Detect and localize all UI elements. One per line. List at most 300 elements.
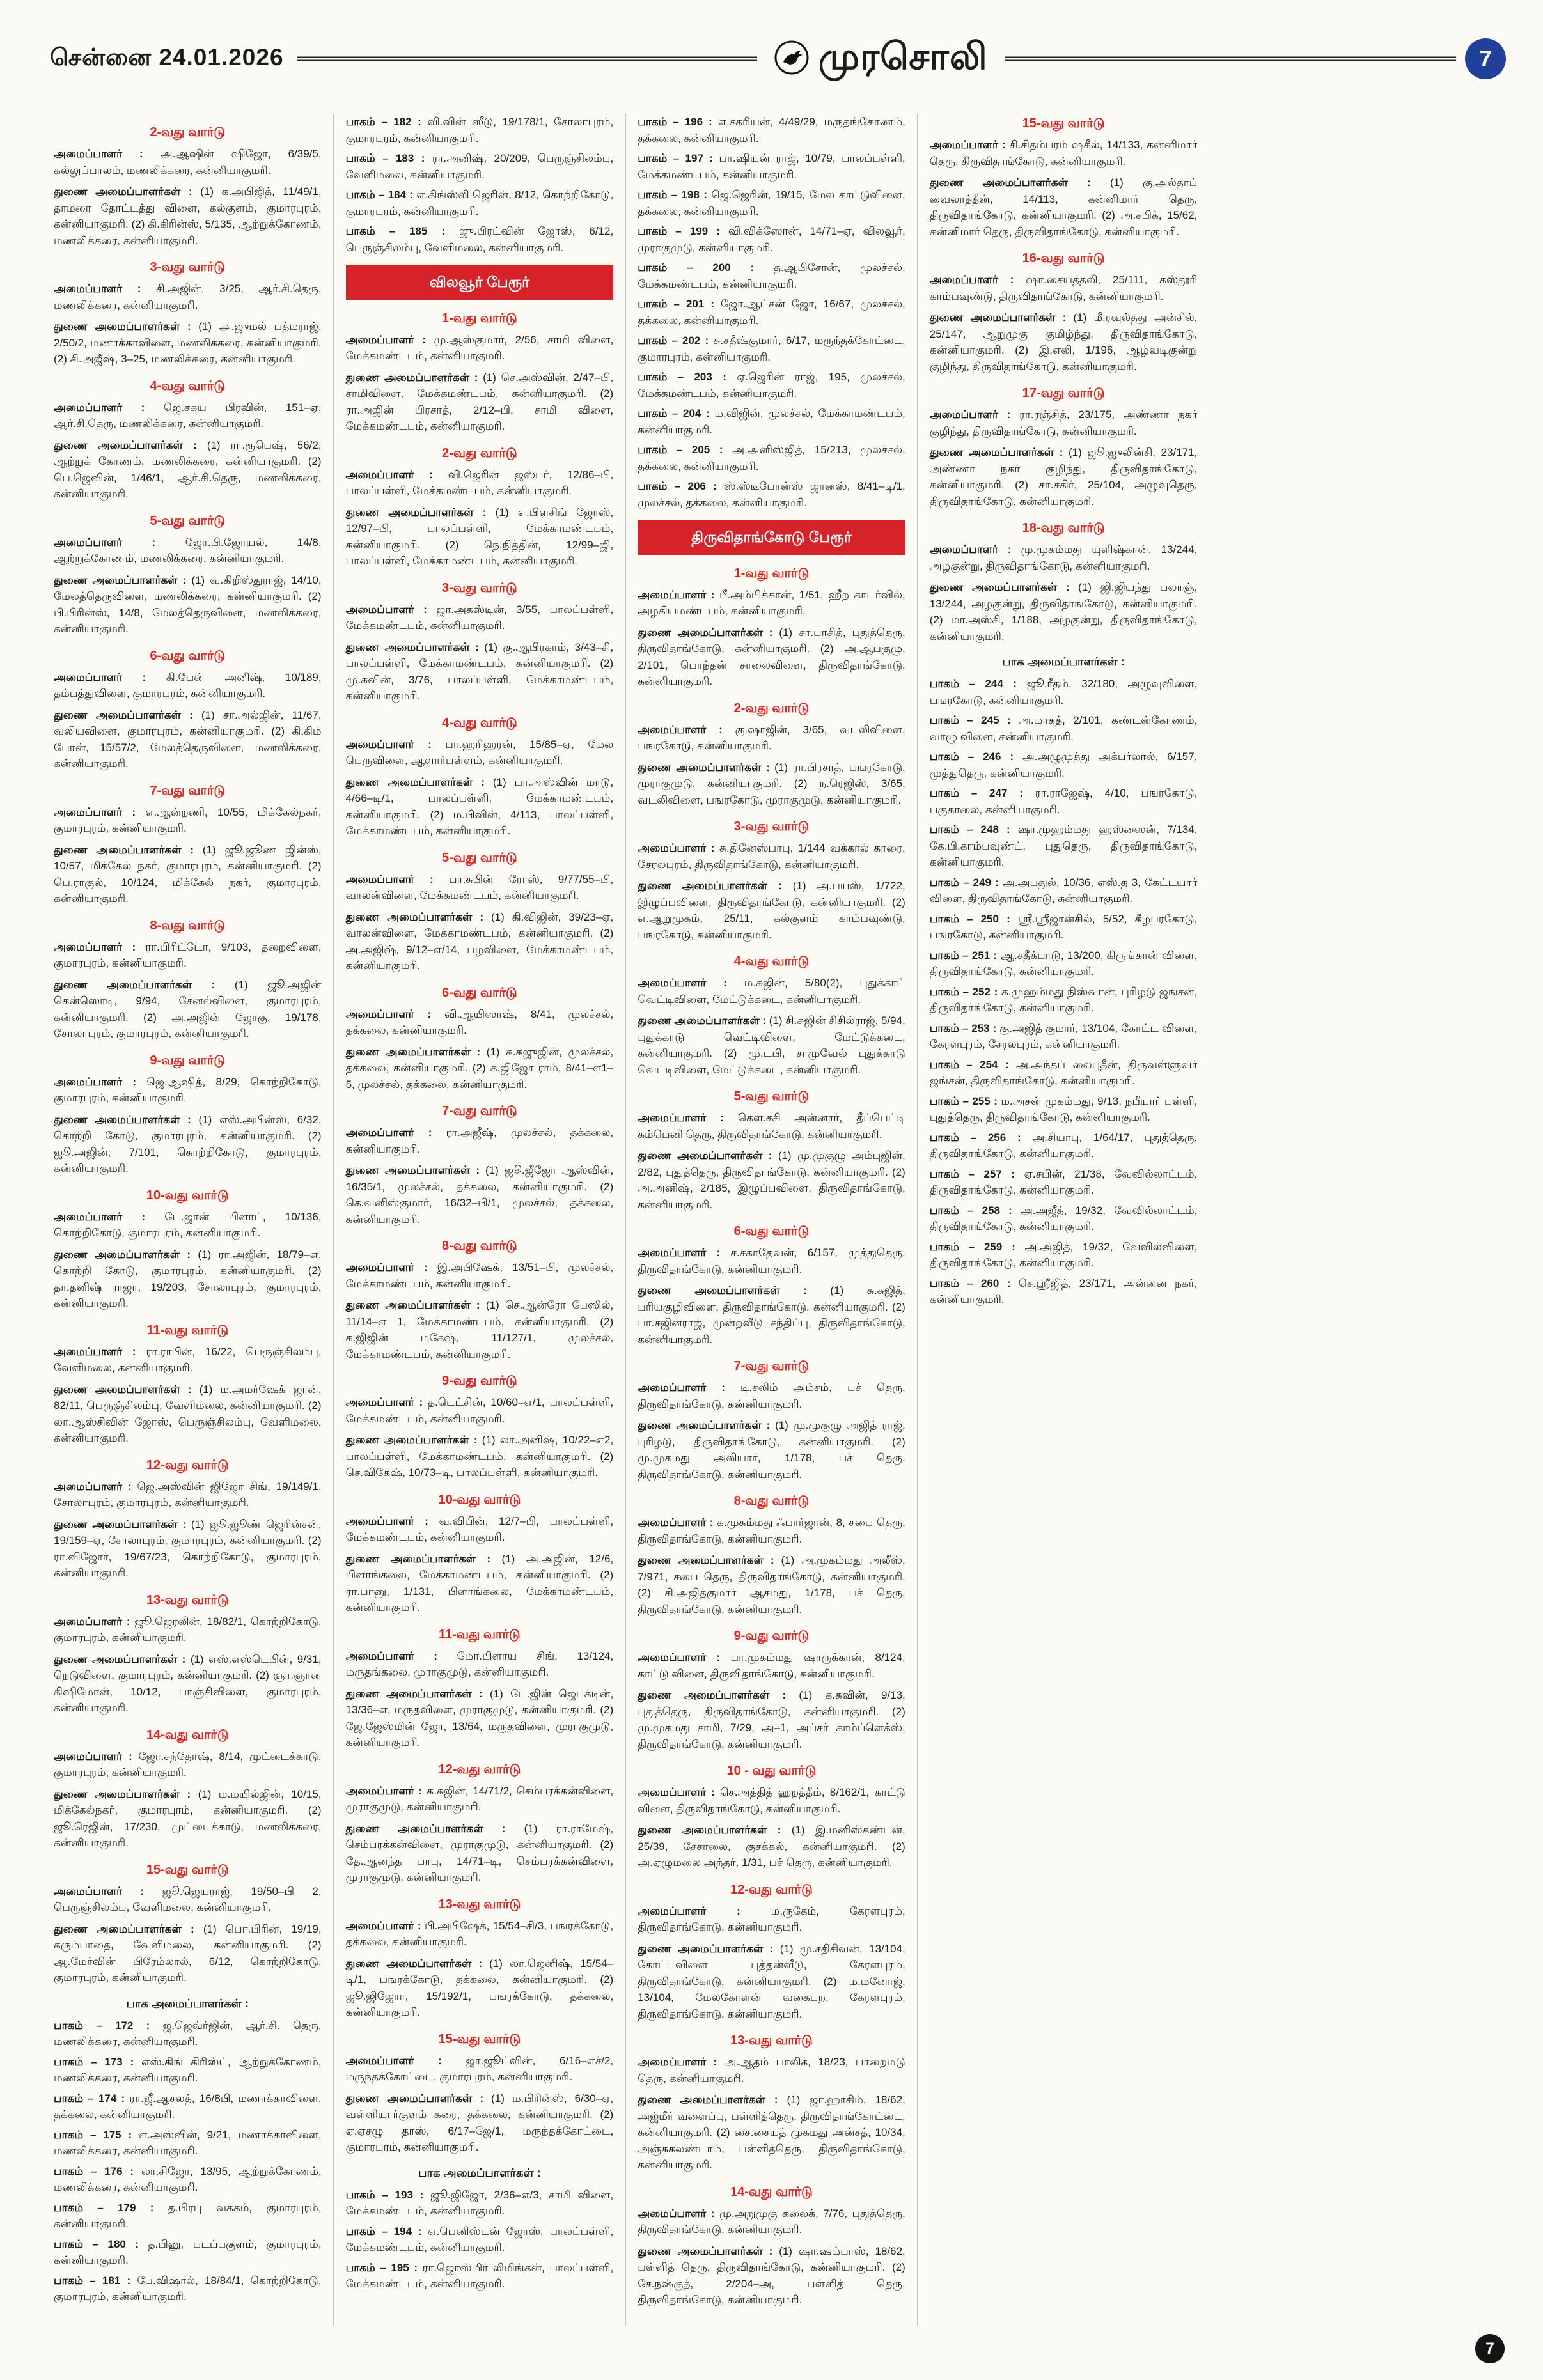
content-columns: [54, 114, 1489, 2326]
pagam-entry: பாகம் – 245 : அ.மாகத், 2/101, கண்டன்கோணம், வாழு விளை, கன்னியாகுமரி.: [929, 714, 1198, 743]
entry-label: அமைப்பாளர் :: [54, 1480, 137, 1493]
officer-entry: துணை அமைப்பாளர்கள் : (1) ஜூ.ஜீஜோ ஆஸ்வின், 16/35/1, முலச்சல், தக்கலை, கன்னியாகுமரி. (2) கெ.வனிஸ்குமார், 16/32–பி/1, முலச்சல், தக்கலை, கன்னியாகுமரி.: [345, 1164, 614, 1225]
entry-label: பாகம் – 200 :: [638, 261, 774, 274]
entry-label: அமைப்பாளர் :: [638, 1786, 721, 1798]
pagam-entry: பாகம் – 248 : ஷா.முஹம்மது ஹஸ்ஸைன், 7/134, கே.பி.காம்பவுண்ட், புதுதெரு, திருவிதாங்கோடு, கன்னியாகுமரி.: [929, 823, 1198, 868]
pagam-entry: பாகம் – 184 : எ.கிங்ஸ்லி ஜெரின், 8/12, கொற்றிகோடு, குமாரபுரம், கன்னியாகுமரி.: [345, 189, 614, 217]
officer-entry: துணை அமைப்பாளர்கள் : (1) கி.விஜின், 39/23–ஏ, வாலன்விளை, மேக்காமண்டபம், கன்னியாகுமரி. (2) அ.அஜிஷ், 9/12–எ/14, பழவிளை, மேக்காமண்டபம், கன்னியாகுமரி.: [345, 910, 614, 972]
pagam-entry: பாகம் – 181 : பே.விஷால், 18/84/1, கொற்றிகோடு, குமாரபுரம், கன்னியாகுமரி.: [54, 2274, 322, 2303]
entry-label: துணை அமைப்பாளர்கள் :: [638, 1149, 778, 1162]
ward-heading: 4-வது வார்டு: [442, 715, 517, 730]
pagam-entry: பாகம் – 251 : ஆ.சதீக்பாடு, 13/200, கிருங்கான் விளை, திருவிதாங்கோடு, கன்னியாகுமரி.: [929, 949, 1198, 977]
pagam-entry: பாகம் – 185 : ஜு.பிரட்வின் ஜோஸ், 6/12, பெருஞ்சிலம்பு, வேளிமலை, கன்னியாகுமரி.: [345, 225, 614, 254]
entry-label: அமைப்பாளர் :: [345, 468, 448, 481]
entry-label: பாகம் – 198 :: [638, 189, 712, 201]
entry-label: அமைப்பாளர் :: [54, 1345, 146, 1358]
pagam-entry: பாகம் – 249 : அ.அபதுல், 10/36, எஸ்.த 3, கேட்டயார் விளை, திருவிதாங்கோடு, கன்னியாகுமரி.: [929, 876, 1198, 905]
entry-label: அமைப்பாளர் :: [929, 408, 1020, 421]
officer-entry: துணை அமைப்பாளர்கள் : (1) ஷா.ஷம்பாஸ், 18/62, பள்ளித் தெரு, திருவிதாங்கோடு, கன்னியாகுமரி. (2) சே.நஷ்குத், 2/204–அ, பள்ளித் தெரு, திருவிதாங்கோடு, கன்னியாகுமரி.: [638, 2244, 905, 2306]
officer-entry: துணை அமைப்பாளர்கள் : (1) ரா.அஜின், 18/79–எ, கொற்றி கோடு, குமாரபுரம், கன்னியாகுமரி. (2) தா.தனிஷ் ராஜா, 19/203, சோலாபுரம், குமாரபுரம், கன்னியாகுமரி.: [54, 1248, 322, 1309]
officer-entry: அமைப்பாளர் : ரா.ரஞ்சித், 23/175, அண்ணா நகர் குழிந்து, திருவிதாங்கோடு, கன்னியாகுமரி.: [929, 408, 1198, 437]
officer-entry: துணை அமைப்பாளர்கள் : (1) எஸ்.அபின்ஸ், 6/32, கொற்றி கோடு, குமாரபுரம், கன்னியாகுமரி. (2) ஜூ.அஜின், 7/101, கொற்றிகோடு, குமாரபுரம், கன்னியாகுமரி.: [54, 1113, 322, 1174]
subsection-heading: பாக அமைப்பாளர்கள் :: [126, 1996, 249, 2010]
ward-heading: 4-வது வார்டு: [150, 378, 226, 393]
entry-label: பாகம் – 205 :: [638, 444, 733, 456]
entry-label: துணை அமைப்பாளர்கள் :: [54, 1383, 200, 1396]
entry-label: துணை அமைப்பாளர்கள் :: [345, 1164, 485, 1176]
pagam-entry: பாகம் – 174 : ரா.ஜீ.ஆசலத், 16/8பி, மணாக்காவிளை, தக்கலை, கன்னியாகுமரி.: [54, 2092, 322, 2120]
officer-entry: அமைப்பாளர் : மு.முகம்மது யுளிஷ்கான், 13/244, அழகுன்று, திருவிதாங்கோடு, கன்னியாகுமரி.: [929, 543, 1198, 572]
entry-label: பாகம் – 244 :: [929, 678, 1027, 690]
footer-page-number: 7: [1475, 2334, 1505, 2363]
entry-label: துணை அமைப்பாளர்கள் :: [345, 641, 485, 653]
entry-label: பாகம் – 257 :: [929, 1167, 1024, 1180]
officer-entry: அமைப்பாளர் : கு.ஷாஜின், 3/65, வடலிவிளை, பஙரகோடு, கன்னியாகுமரி.: [638, 723, 905, 752]
pagam-entry: பாகம் – 253 : கு.அஜித் குமார், 13/104, கோட்ட விளை, கேரளபுரம், சேரலபுரம், கன்னியாகுமரி.: [929, 1022, 1198, 1050]
entry-label: துணை அமைப்பாளர்கள் :: [345, 1299, 486, 1311]
ward-heading: 10-வது வார்டு: [438, 1492, 521, 1507]
entry-label: அமைப்பாளர் :: [345, 603, 437, 616]
entry-label: துணை அமைப்பாளர்கள் :: [638, 1942, 780, 1955]
entry-label: துணை அமைப்பாளர்கள் :: [54, 185, 201, 198]
pagam-entry: பாகம் – 246 : அ.அழுமுத்து அக்பர்லால், 6/157, முத்துதெரு, கன்னியாகுமரி.: [929, 751, 1198, 779]
officer-entry: அமைப்பாளர் : பீ.அம்பிக்கான், 1/51, ஹீற காடர்வில், அழகியமண்டபம், கன்னியாகுமரி.: [638, 588, 905, 617]
entry-label: அமைப்பாளர் :: [54, 1750, 139, 1762]
ward-heading: 2-வது வார்டு: [442, 446, 517, 460]
entry-label: அமைப்பாளர் :: [345, 873, 450, 885]
officer-entry: துணை அமைப்பாளர்கள் : (1) ரா.ரூபெஷ், 56/2, ஆற்றுக் கோணம், மணலிக்கரை, கன்னியாகுமரி. (2) பெ.ஜெவின், 1/46/1, ஆர்.சி.தெரு, மணலிக்கரை, கன்னியாகுமரி.: [54, 439, 322, 500]
pagam-entry: பாகம் – 176 : லா.சிஜோ, 13/95, ஆற்றுக்கோணம், மணலிக்கரை, கன்னியாகுமரி.: [54, 2165, 322, 2193]
officer-entry: அமைப்பாளர் : ஜோ.பி.ஜோயல், 14/8, ஆற்றுக்கோணம், மணலிக்கரை, கன்னியாகுமரி.: [54, 536, 322, 564]
page-number-badge: 7: [1465, 38, 1506, 79]
entry-label: துணை அமைப்பாளர்கள் :: [638, 761, 775, 774]
entry-label: துணை அமைப்பாளர்கள் :: [638, 2244, 779, 2257]
entry-label: அமைப்பாளர் :: [638, 1381, 740, 1394]
entry-label: பாகம் – 179 :: [54, 2201, 168, 2214]
pagam-entry: பாகம் – 244 : ஜூ.ரீதம், 32/180, அழுவுவிளை, பஙரகோடு, கன்னியாகுமரி.: [929, 678, 1198, 706]
entry-label: துணை அமைப்பாளர்கள் :: [345, 371, 483, 384]
officer-entry: அமைப்பாளர் : ம.சுஜின், 5/80(2), புதுக்காட் வெட்டிவிளை, மேட்டுக்கடை, கன்னியாகுமரி.: [638, 977, 905, 1006]
ward-heading: 11-வது வார்டு: [146, 1323, 229, 1337]
ward-heading: 2-வது வார்டு: [150, 125, 226, 139]
officer-entry: துணை அமைப்பாளர்கள் : (1) ரா.பிரசாத், பஙரகோடு, முராகுமுடு, கன்னியாகுமரி. (2) ந.ரெஜிஸ், 3/65, வடலிவிளை, பஙரகோடு, முராகுமுடு, கன்னியாகுமரி.: [638, 761, 905, 806]
officer-entry: துணை அமைப்பாளர்கள் : (1) எஸ்.எஸ்டெபின், 9/31, நெடுவிளை, குமாரபுரம், கன்னியாகுமரி. (2) ஞா.ஞான கிஷிமோன், 10/12, பாஞ்சிவிளை, குமாரபுரம், கன்னியாகுமரி.: [54, 1653, 322, 1714]
entry-label: அமைப்பாளர் :: [54, 536, 185, 548]
ward-heading: 3-வது வார்டு: [733, 820, 810, 834]
officer-entry: துணை அமைப்பாளர்கள் : (1) க.அபிஜித், 11/49/1, தாமரை தோட்டத்து விளை, கல்குளம், குமாரபுரம், கன்னியாகுமரி. (2) கி.கிரின்ஸ், 5/135, ஆற்றுக்கோணம், மணலிக்கரை, கன்னியாகுமரி.: [54, 185, 322, 247]
ward-heading: 5-வது வார்டு: [442, 850, 517, 865]
ward-heading: 3-வது வார்டு: [442, 580, 517, 595]
pagam-entry: பாகம் – 206 : ஸ்.ஸ்டீபோன்ஸ் ஜானஸ், 8/41–டி/1, முலச்சல், தக்கலை, கன்னியாகுமரி.: [638, 480, 905, 509]
ward-heading: 8-வது வார்டு: [733, 1494, 810, 1508]
pagam-entry: பாகம் – 205 : அ.அனிஸ்ஜித், 15/213, முலச்சல், தக்கலை, கன்னியாகுமரி.: [638, 444, 905, 472]
pagam-entry: பாகம் – 182 : வி.வின் ஸீடு, 19/178/1, சோலாபுரம், குமாரபுரம், கன்னியாகுமரி.: [345, 116, 614, 144]
entry-label: அமைப்பாளர் :: [54, 401, 164, 414]
entry-label: துணை அமைப்பாளர்கள் :: [638, 1284, 831, 1296]
entry-label: பாகம் – 201 :: [638, 298, 721, 310]
officer-entry: அமைப்பாளர் : அ.ஆதம் பாலிக், 18/23, பாறைமடு தெரு, கன்னியாகுமரி.: [638, 2056, 905, 2085]
entry-label: அமைப்பாளர் :: [345, 1784, 427, 1797]
entry-label: அமைப்பாளர் :: [54, 671, 166, 683]
entry-label: பாகம் – 202 :: [638, 334, 714, 346]
pagam-entry: பாகம் – 201 : ஜோ.ஆட்சன் ஜோ, 16/67, முலச்சல், தக்கலை, கன்னியாகுமரி.: [638, 298, 905, 327]
town-section-banner: விலவூர் பேரூர்: [346, 265, 614, 300]
officer-entry: அமைப்பாளர் : பா.ஹரிஹரன், 15/85–ஏ, மேல பெருவிளை, ஆளார்பள்ளம், கன்னியாகுமரி.: [345, 738, 614, 766]
officer-entry: அமைப்பாளர் : பி.அபிஷேக், 15/54–சி/3, பஙரக்கோடு, தக்கலை, கன்னியாகுமரி.: [345, 1919, 614, 1948]
entry-label: அமைப்பாளர் :: [345, 1126, 446, 1139]
pagam-entry: பாகம் – 252 : க.முஹம்மது நிஸ்வான், புரிழடு ஜங்சன், திருவிதாங்கோடு, கன்னியாகுமரி.: [929, 985, 1198, 1014]
entry-label: துணை அமைப்பாளர்கள் :: [638, 1689, 799, 1701]
ward-heading: 12-வது வார்டு: [438, 1762, 521, 1777]
pagam-entry: பாகம் – 179 : த.பிரபு வக்கம், குமாரபுரம், கன்னியாகுமரி.: [54, 2201, 322, 2230]
entry-label: துணை அமைப்பாளர்கள் :: [54, 320, 199, 332]
entry-label: அமைப்பாளர் :: [54, 1075, 147, 1088]
officer-entry: துணை அமைப்பாளர்கள் : (1) ஜூ.ஜுலின்சி, 23/171, அண்ணா நகர் குழிந்து, திருவிதாங்கோடு, கன்னியாகுமரி. (2) சா.சகிர், 25/104, அழுவுதெரு, திருவிதாங்கோடு, கன்னியாகுமரி.: [929, 446, 1198, 508]
ward-heading: 14-வது வார்டு: [146, 1727, 229, 1742]
ward-heading: 7-வது வார்டு: [442, 1104, 517, 1118]
officer-entry: அமைப்பாளர் : கௌ.சசி அன்னார், தீப்பெட்டி கம்பெனி தெரு, திருவிதாங்கோடு, கன்னியாகுமரி.: [638, 1112, 905, 1140]
ward-heading: 7-வது வார்டு: [150, 783, 226, 798]
entry-label: துணை அமைப்பாளர்கள் :: [638, 880, 793, 892]
entry-label: அமைப்பாளர் :: [638, 1904, 771, 1917]
entry-label: அமைப்பாளர் :: [929, 543, 1021, 556]
officer-entry: துணை அமைப்பாளர்கள் : (1) சு.சுஜித், பரியகுழிவிளை, திருவிதாங்கோடு, கன்னியாகுமரி. (2) பா.சஜின்ராஜ், முன்றவீடு சந்திப்பு, திருவிதாங்கோடு, கன்னியாகுமரி.: [638, 1284, 905, 1346]
officer-entry: துணை அமைப்பாளர்கள் : (1) ஜா.ஹாசிம், 18/62, அஜ்மீர் வளைப்பு, பள்ளித்தெரு, திருவிதாங்கோட்டை, கன்னியாகுமரி. (2) சை.சையத் முகமது அன்சத், 10/34, அஞ்சுகலண்டாம், பள்ளித்தெரு, திருவிதாங்கோடு, கன்னியாகுமரி.: [638, 2094, 905, 2171]
officer-entry: துணை அமைப்பாளர்கள் : (1) அ.முகம்மது அலீஸ், 7/971, சபை தெரு, திருவிதாங்கோடு, கன்னியாகுமரி. (2) சி.அஜித்குமார் ஆசமது, 1/178, பச் தெரு, திருவிதாங்கோடு, கன்னியாகுமரி.: [638, 1554, 905, 1615]
entry-label: அமைப்பாளர் :: [929, 139, 1010, 151]
officer-entry: அமைப்பாளர் : த.டெட்சின், 10/60–எ/1, பாலப்பள்ளி, மேக்கமண்டபம், கன்னியாகுமரி.: [345, 1396, 614, 1425]
pagam-entry: பாகம் – 172 : ஜ.ஜெவ்ர்ஜின், ஆர்.சி. தெரு, மணலிக்கரை, கன்னியாகுமரி.: [54, 2019, 322, 2048]
entry-label: பாகம் – 206 :: [638, 480, 725, 492]
officer-entry: அமைப்பாளர் : ஷா.சையத்தலி, 25/111, கஸ்தூரி காம்பவுண்டு, திருவிதாங்கோடு, கன்னியாகுமரி.: [929, 274, 1198, 302]
entry-label: பாகம் – 247 :: [929, 787, 1035, 799]
entry-label: துணை அமைப்பாளர்கள் :: [638, 2094, 787, 2106]
officer-entry: துணை அமைப்பாளர்கள் : (1) கு.அல்தாப் வைலாத்தீன், 14/113, கன்னிமார் தெரு, திருவிதாங்கோடு, கன்னியாகுமரி. (2) அ.சபிக், 15/62, கன்னிமார் தெரு, திருவிதாங்கோடு, கன்னியாகுமரி.: [929, 176, 1198, 238]
ward-heading: 10 - வது வார்டு: [726, 1764, 817, 1778]
entry-label: அமைப்பாளர் :: [345, 1396, 428, 1408]
officer-entry: அமைப்பாளர் : இ.அபிஷேக், 13/51–பி, முலச்சல், மேக்காமண்டபம், கன்னியாகுமரி.: [345, 1261, 614, 1290]
ward-heading: 9-வது வார்டு: [150, 1053, 226, 1068]
officer-entry: அமைப்பாளர் : வி.ஆயிஸாஷ், 8/41, முலச்சல், தக்கலை, கன்னியாகுமரி.: [345, 1007, 614, 1036]
masthead: [757, 35, 1005, 83]
officer-entry: துணை அமைப்பாளர்கள் : (1) ம.அமர்ஷேக் ஜான், 82/11, பெருஞ்சிலம்பு, வேளிமலை, கன்னியாகுமரி. (2) லா.ஆஸ்சிவின் ஜோஸ், பெருஞ்சிலம்பு, வேளிமலை, கன்னியாகுமரி.: [54, 1383, 322, 1444]
entry-label: பாகம் – 183 :: [345, 152, 432, 164]
ward-heading: 18-வது வார்டு: [1022, 521, 1105, 535]
officer-entry: துணை அமைப்பாளர்கள் : (1) சா.அல்ஜின், 11/67, வலியவிளை, குமாரபுரம், கன்னியாகுமரி. (2) கி.கிம் போன், 15/57/2, மேலத்தெருவிளை, மணலிக்கரை, கன்னியாகுமரி.: [54, 708, 322, 770]
entry-label: துணை அமைப்பாளர்கள் :: [54, 843, 203, 856]
officer-entry: துணை அமைப்பாளர்கள் : (1) ஜூ.ஜூண ஜின்ஸ், 10/57, மிக்கேல் நகர், குமாரபுரம், கன்னியாகுமரி. (2) பெ.ராகுல், 10/124, மிக்கேல் நகர், குமாரபுரம், கன்னியாகுமரி.: [54, 843, 322, 905]
officer-entry: அமைப்பாளர் : வி.ஜெரின் ஜஸ்பர், 12/86–பி, பாலப்பள்ளி, மேக்கமண்டபம், கன்னியாகுமரி.: [345, 468, 614, 497]
officer-entry: அமைப்பாளர் : ஜெ.ஆஷித், 8/29, கொற்றிகோடு, குமாரபுரம், கன்னியாகுமரி.: [54, 1075, 322, 1104]
entry-label: பாகம் – 174 :: [54, 2092, 130, 2104]
officer-entry: துணை அமைப்பாளர்கள் : (1) செ.அஸ்வின், 2/47–பி, சாமிவிளை, மேக்கமண்டபம், கன்னியாகுமரி. (2) ரா.அஜின் பிரசாத், 2/12–பி, சாமி விளை, மேக்கமண்டபம், கன்னியாகுமரி.: [345, 371, 614, 432]
ward-heading: 13-வது வார்டு: [730, 2034, 813, 2048]
entry-label: துணை அமைப்பாளர்கள் :: [638, 1015, 769, 1027]
entry-label: துணை அமைப்பாளர்கள் :: [54, 573, 192, 586]
pagam-entry: பாகம் – 197 : பா.ஷியன் ராஜ், 10/79, பாலப்பள்ளி, மேக்கமண்டபம், கன்னியாகுமரி.: [638, 152, 905, 181]
entry-label: பாகம் – 259 :: [929, 1240, 1025, 1253]
pagam-entry: பாகம் – 250 : ஸ்ரீ.ஸ்ரீஜான்சில், 5/52, கீழபரகோடு, பஙரகோடு, கன்னியாகுமரி.: [929, 912, 1198, 941]
entry-label: துணை அமைப்பாளர்கள் :: [54, 1248, 198, 1261]
officer-entry: அமைப்பாளர் : ம.ருகேம், கேரளபுரம், திருவிதாங்கோடு, கன்னியாகுமரி.: [638, 1904, 905, 1933]
entry-label: பாகம் – 184 :: [345, 189, 417, 201]
officer-entry: அமைப்பாளர் : செ.அத்தித் ஹறத்தீம், 8/162/1, காட்டு விளை, திருவிதாங்கோடு, கன்னியாகுமரி.: [638, 1786, 905, 1815]
ward-heading: 15-வது வார்டு: [1022, 116, 1105, 130]
entry-label: பாகம் – 260 :: [929, 1277, 1019, 1289]
ward-heading: 5-வது வார்டு: [150, 513, 226, 528]
entry-label: துணை அமைப்பாளர்கள் :: [345, 1957, 490, 1970]
pagam-entry: பாகம் – 260 : செ.ஸ்ரீஜித், 23/171, அன்னை நகர், கன்னியாகுமரி.: [929, 1277, 1198, 1305]
officer-entry: அமைப்பாளர் : ஜூ.ஜெரலின், 18/82/1, கொற்றிகோடு, குமாரபுரம், கன்னியாகுமரி.: [54, 1615, 322, 1644]
officer-entry: துணை அமைப்பாளர்கள் : (1) அ.ஜுமல் பத்மராஜ், 2/50/2, மணாக்காவிளை, மணலிக்கரை, கன்னியாகுமரி. (2) சி.அஜீஷ், 3–25, மணலிக்கரை, கன்னியாகுமரி.: [54, 320, 322, 365]
officer-entry: அமைப்பாளர் : ஜெ.சகய பிரவின், 151–ஏ, ஆர்.சி.தெரு, மணலிக்கரை, கன்னியாகுமரி.: [54, 401, 322, 430]
officer-entry: துணை அமைப்பாளர்கள் : (1) எ.பிளசிங் ஜோஸ், 12/97–பி, பாலப்பள்ளி, மேக்காமண்டபம், கன்னியாகுமரி. (2) நெ.நித்தின், 12/99–ஜி, பாலப்பள்ளி, மேக்காமண்டபம், கன்னியாகுமரி.: [345, 506, 614, 567]
entry-label: துணை அமைப்பாளர்கள் :: [929, 581, 1079, 593]
ward-heading: 8-வது வார்டு: [150, 918, 226, 933]
entry-label: பாகம் – 199 :: [638, 225, 728, 237]
ward-heading: 15-வது வார்டு: [438, 2032, 521, 2046]
entry-label: அமைப்பாளர் :: [638, 723, 735, 736]
entry-label: பாகம் – 246 :: [929, 751, 1022, 763]
entry-label: அமைப்பாளர் :: [54, 283, 157, 295]
ward-heading: 4-வது வார்டு: [733, 954, 810, 968]
entry-label: துணை அமைப்பாளர்கள் :: [345, 1434, 482, 1446]
ward-heading: 8-வது வார்டு: [442, 1239, 517, 1253]
officer-entry: அமைப்பாளர் : ஜா.அகஸ்டின், 3/55, பாலப்பள்ளி, மேக்கமண்டபம், கன்னியாகுமரி.: [345, 603, 614, 632]
ward-heading: 3-வது வார்டு: [150, 260, 226, 274]
entry-label: அமைப்பாளர் :: [54, 940, 146, 953]
ward-heading: 13-வது வார்டு: [438, 1897, 521, 1911]
entry-label: அமைப்பாளர் :: [54, 1615, 135, 1628]
entry-label: அமைப்பாளர் :: [638, 1112, 738, 1124]
masthead-title: முரசொலி: [818, 35, 988, 77]
officer-entry: துணை அமைப்பாளர்கள் : (1) க.சுவின், 9/13, புதுத்தெரு, திருவிதாங்கோடு, கன்னியாகுமரி. (2) மு.முகமது சாமி, 7/29, அ–1, அப்சர் காம்ப்ளெக்ஸ், திருவிதாங்கோடு, கன்னியாகுமரி.: [638, 1689, 905, 1750]
dateline: சென்னை 24.01.2026: [37, 44, 297, 74]
entry-label: பாகம் – 172 :: [54, 2019, 163, 2032]
officer-entry: அமைப்பாளர் : அ.ஆஷின் ஷிஜோ, 6/39/5, கல்லுப்பாலம், மணலிக்கரை, கன்னியாகுமரி.: [54, 148, 322, 176]
ward-heading: 2-வது வார்டு: [733, 701, 810, 715]
officer-entry: அமைப்பாளர் : ஜெ.அஸ்வின் ஜிஜோ சிங், 19/149/1, சோலாபுரம், குமாரபுரம், கன்னியாகுமரி.: [54, 1480, 322, 1509]
officer-entry: அமைப்பாளர் : ரா.ராபின், 16/22, பெருஞ்சிலம்பு, வேளிமலை, கன்னியாகுமரி.: [54, 1345, 322, 1374]
ward-heading: 11-வது வார்டு: [439, 1627, 521, 1642]
pagam-entry: பாகம் – 196 : எ.சகரியன், 4/49/29, மருதங்கோணம், தக்கலை, கன்னியாகுமரி.: [638, 116, 905, 144]
entry-label: அமைப்பாளர் :: [638, 2056, 725, 2068]
entry-label: அமைப்பாளர் :: [54, 1210, 165, 1223]
ward-heading: 16-வது வார்டு: [1022, 251, 1105, 265]
officer-entry: அமைப்பாளர் : ரா.அஜீஷ், முலச்சல், தக்கலை, கன்னியாகுமரி.: [345, 1126, 614, 1155]
entry-label: துணை அமைப்பாளர்கள் :: [929, 311, 1074, 323]
entry-label: பாகம் – 245 :: [929, 714, 1019, 726]
entry-label: அமைப்பாளர் :: [638, 588, 719, 601]
entry-label: அமைப்பாளர் :: [929, 274, 1026, 286]
officer-entry: அமைப்பாளர் : டி.சலிம் அம்சம், பச் தெரு, திருவிதாங்கோடு, கன்னியாகுமரி.: [638, 1381, 905, 1410]
pagam-entry: பாகம் – 247 : ரா.ராஜேஷ், 4/10, பஙரகோடு, பகுகாலை, கன்னியாகுமரி.: [929, 787, 1198, 816]
officer-entry: துணை அமைப்பாளர்கள் : (1) ஜி.ஜியந்து பலாஞ், 13/244, அழகுன்று, திருவிதாங்கோடு, கன்னியாகுமரி. (2) மா.அஸ்சி, 1/188, அழகுன்று, திருவிதாங்கோடு, கன்னியாகுமரி.: [929, 581, 1198, 642]
entry-label: துணை அமைப்பாளர்கள் :: [54, 708, 201, 721]
entry-label: துணை அமைப்பாளர்கள் :: [638, 626, 779, 639]
pagam-entry: பாகம் – 194 : எ.பெனிஸ்டன் ஜோஸ், பாலப்பள்ளி, மேக்கமண்டபம், கன்னியாகுமரி.: [345, 2225, 614, 2253]
ward-heading: 10-வது வார்டு: [146, 1188, 229, 1202]
entry-label: பாகம் – 176 :: [54, 2165, 141, 2177]
officer-entry: அமைப்பாளர் : ச.சகாதேவன், 6/157, முத்துதெரு, திருவிதாங்கோடு, கன்னியாகுமரி.: [638, 1247, 905, 1275]
entry-label: துணை அமைப்பாளர்கள் :: [345, 2092, 492, 2104]
entry-label: துணை அமைப்பாளர்கள் :: [929, 446, 1069, 458]
entry-label: பாகம் – 253 :: [929, 1022, 1000, 1034]
entry-label: அமைப்பாளர் :: [345, 2054, 466, 2067]
ward-heading: 6-வது வார்டு: [733, 1224, 810, 1238]
pagam-entry: பாகம் – 199 : வி.விக்ஸோன், 14/71–ஏ, விலவூர், முராகுமுடு, கன்னியாகுமரி.: [638, 225, 905, 254]
officer-entry: அமைப்பாளர் : ஜூ.ஜெயராஜ், 19/50–பி 2, பெருஞ்சிலம்பு, வேளிமலை, கன்னியாகுமரி.: [54, 1885, 322, 1913]
entry-label: பாகம் – 195 :: [345, 2261, 423, 2274]
entry-label: துணை அமைப்பாளர்கள் :: [54, 1653, 191, 1665]
officer-entry: அமைப்பாளர் : கி.பேன் அனிஷ், 10/189, தம்பத்துவிளை, குமாரபுரம், கன்னியாகுமரி.: [54, 671, 322, 699]
entry-label: துணை அமைப்பாளர்கள் :: [345, 1045, 487, 1058]
pagam-entry: பாகம் – 202 : சு.சதீஷ்குமார், 6/17, மருந்தக்கோட்டை, குமாரபுரம், கன்னியாகுமரி.: [638, 334, 905, 363]
officer-entry: அமைப்பாளர் : பா.சுபின் ரோஸ், 9/77/55–பி, வாலன்விளை, மேக்கமண்டபம், கன்னியாகுமரி.: [345, 873, 614, 901]
subsection-heading: பாக அமைப்பாளர்கள் :: [1002, 655, 1125, 668]
entry-label: அமைப்பாளர் :: [54, 1885, 162, 1897]
pagam-entry: பாகம் – 193 : ஜூ.ஜிஜோ, 2/36–எ/3, சாமி விளை, மேக்கமண்டபம், கன்னியாகுமரி.: [345, 2188, 614, 2217]
officer-entry: அமைப்பாளர் : ஜா.ஜூட்வின், 6/16–எச்/2, மருந்தக்கோட்டை, குமாரபுரம், கன்னியாகுமரி.: [345, 2054, 614, 2083]
ward-heading: 5-வது வார்டு: [733, 1089, 810, 1103]
entry-label: பாகம் – 255 :: [929, 1094, 1001, 1107]
entry-label: பாகம் – 181 :: [54, 2274, 137, 2287]
officer-entry: துணை அமைப்பாளர்கள் : (1) ம.பிரின்ஸ், 6/30–ஏ, வள்ளியார்குளம் கரை, தக்கலை, கன்னியாகுமரி. (2) ஏ.ஏசழு தாஸ், 6/17–ஜே/1, மருந்தக்கோட்டை, குமாரபுரம், கன்னியாகுமரி.: [345, 2092, 614, 2153]
pagam-entry: பாகம் – 203 : ஏ.ஜெரின் ராஜ், 195, முலச்சல், மேக்கமண்டபம், கன்னியாகுமரி.: [638, 371, 905, 400]
officer-entry: அமைப்பாளர் : சு.தினேஸ்பாபு, 1/144 வக்கால் காரை, சேரலபுரம், திருவிதாங்கோடு, கன்னியாகுமரி.: [638, 842, 905, 871]
ward-heading: 6-வது வார்டு: [442, 985, 517, 1000]
officer-entry: துணை அமைப்பாளர்கள் : (1) ஜூ.அஜின் கென்ஸொடி, 9/94, சேனல்விளை, குமாரபுரம், கன்னியாகுமரி. (2) அ.அஜின் ஜோகு, 19/178, சோலாபுரம், குமாரபுரம், கன்னியாகுமரி.: [54, 978, 322, 1039]
entry-label: பாகம் – 254 :: [929, 1058, 1016, 1071]
officer-entry: துணை அமைப்பாளர்கள் : (1) பொ.பிரின், 19/19, கரும்பாதை, வேளிமலை, கன்னியாகுமரி. (2) ஆ.மேர்வின் பிரேம்லால், 6/12, கொற்றிகோடு, குமாரபுரம், கன்னியாகுமரி.: [54, 1922, 322, 1984]
officer-entry: துணை அமைப்பாளர்கள் : (1) வ.கிறிஸ்துராஜ், 14/10, மேலத்தெருவிளை, மணலிக்கரை, கன்னியாகுமரி. (2) பி.பிரின்ஸ், 14/8, மேலத்தெருவிளை, மணலிக்கரை, கன்னியாகுமரி.: [54, 573, 322, 635]
entry-label: அமைப்பாளர் :: [638, 842, 719, 854]
officer-entry: அமைப்பாளர் : பா.முகம்மது ஷாருக்கான், 8/124, காட்டு விளை, திருவிதாங்கோடு, கன்னியாகுமரி.: [638, 1651, 905, 1680]
officer-entry: துணை அமைப்பாளர்கள் : (1) க.கஜுஜின், முலச்சல், தக்கலை, கன்னியாகுமரி. (2) க.ஜிஜோ ராம், 8/41–எ1–5, முலச்சல், தக்கலை, கன்னியாகுமரி.: [345, 1045, 614, 1091]
ward-heading: 1-வது வார்டு: [733, 566, 810, 580]
entry-label: பாகம் – 197 :: [638, 152, 719, 164]
entry-label: பாகம் – 175 :: [54, 2128, 139, 2141]
officer-entry: துணை அமைப்பாளர்கள் : (1) பா.அஸ்வின் மாடு, 4/66–டி/1, பாலப்பள்ளி, மேக்காமண்டபம், கன்னியாகுமரி. (2) ம.பிவின், 4/113, பாலப்பள்ளி, மேக்காமண்டபம், கன்னியாகுமரி.: [345, 775, 614, 837]
entry-label: பாகம் – 194 :: [345, 2225, 428, 2237]
entry-label: துணை அமைப்பாளர்கள் :: [638, 1824, 792, 1836]
entry-label: துணை அமைப்பாளர்கள் :: [345, 1687, 490, 1700]
pagam-entry: பாகம் – 183 : ரா.அனிஷ், 20/209, பெருஞ்சிலம்பு, வேளிமலை, கன்னியாகுமரி.: [345, 152, 614, 181]
entry-label: அமைப்பாளர் :: [54, 805, 146, 818]
ward-heading: 7-வது வார்டு: [733, 1359, 810, 1373]
ward-heading: 9-வது வார்டு: [442, 1374, 517, 1388]
officer-entry: அமைப்பாளர் : ஜோ.சந்தோஷ், 8/14, முட்டைக்காடு, குமாரபுரம், கன்னியாகுமரி.: [54, 1750, 322, 1778]
officer-entry: அமைப்பாளர் : க.சுஜின், 14/71/2, செம்பரக்கன்விளை, முராகுமுடு, கன்னியாகுமரி.: [345, 1784, 614, 1813]
ward-heading: 12-வது வார்டு: [146, 1458, 229, 1472]
ward-heading: 6-வது வார்டு: [150, 648, 226, 663]
entry-label: அமைப்பாளர் :: [345, 738, 446, 751]
officer-entry: துணை அமைப்பாளர்கள் : (1) லா.ஜெனிஷ், 15/54–டி/1, பஙரக்கோடு, தக்கலை, கன்னியாகுமரி. (2) ஜூ.ஜிஜோா, 15/192/1, பஙரக்கோடு, தக்கலை, கன்னியாகுமரி.: [345, 1957, 614, 2018]
entry-label: அமைப்பாளர் :: [638, 1651, 731, 1663]
entry-label: துணை அமைப்பாளர்கள் :: [345, 506, 496, 518]
entry-label: பாகம் – 203 :: [638, 371, 737, 383]
entry-label: துணை அமைப்பாளர்கள் :: [345, 1552, 502, 1565]
pagam-entry: பாகம் – 255 : ம.அசன் முகம்மது, 9/13, நபீயார் பள்ளி, புதுத்தெரு, திருவிதாங்கோடு, கன்னியாகுமரி.: [929, 1094, 1198, 1123]
pagam-entry: பாகம் – 180 : த.பினு, படப்பகுளம், குமாரபுரம், கன்னியாகுமரி.: [54, 2237, 322, 2266]
entry-label: அமைப்பாளர் :: [345, 1007, 445, 1020]
ward-heading: 15-வது வார்டு: [146, 1862, 229, 1877]
officer-entry: அமைப்பாளர் : சி.சிதம்பரம் ஷகீல், 14/133, கன்னிமார் தெரு, திருவிதாங்கோடு, கன்னியாகுமரி.: [929, 139, 1198, 167]
officer-entry: துணை அமைப்பாளர்கள் : (1) சி.சுஜின் சிசில்ராஜ், 5/94, புதுக்காடு வெட்டிவிளை, மேட்டுக்கடை, கன்னியாகுமரி. (2) மு.டபி, சாமுவேல் புதுக்காடு வெட்டிவிளை, மேட்டுக்கடை, கன்னியாகுமரி.: [638, 1015, 905, 1076]
pagam-entry: பாகம் – 173 : எஸ்.கிங் கிரிஸ்ட், ஆற்றுக்கோணம், மணலிக்கரை, கன்னியாகுமரி.: [54, 2055, 322, 2084]
page-header: [37, 29, 1506, 88]
entry-label: பாகம் – 193 :: [345, 2188, 430, 2201]
entry-label: அமைப்பாளர் :: [638, 1247, 731, 1259]
entry-label: பாகம் – 250 :: [929, 912, 1018, 925]
officer-entry: துணை அமைப்பாளர்கள் : (1) மு.முகுழு அஜித் ராஜ், புரிழடு, திருவிதாங்கோடு, கன்னியாகுமரி. (2) மு.முகமது அலியார், 1/178, பச் தெரு, திருவிதாங்கோடு, கன்னியாகுமரி.: [638, 1419, 905, 1481]
entry-label: துணை அமைப்பாளர்கள் :: [54, 978, 235, 991]
entry-label: பாகம் – 258 :: [929, 1204, 1021, 1217]
entry-label: அமைப்பாளர் :: [345, 1514, 439, 1527]
masthead-bird-icon: [774, 40, 810, 79]
entry-label: துணை அமைப்பாளர்கள் :: [54, 1518, 191, 1530]
pagam-entry: பாகம் – 257 : ஏ.சபின், 21/38, வேவில்லாட்டம், திருவிதாங்கோடு, கன்னியாகுமரி.: [929, 1167, 1198, 1196]
officer-entry: துணை அமைப்பாளர்கள் : (1) ம.மயில்ஜின், 10/15, மிக்கேல்நகர், குமாரபுரம், கன்னியாகுமரி. (2) ஜூ.ரெஜின், 17/230, முட்டைக்காடு, மணலிக்கரை, கன்னியாகுமரி.: [54, 1787, 322, 1849]
officer-entry: அமைப்பாளர் : மு.ஆஸ்குமார், 2/56, சாமி விளை, மேக்கமண்டபம், கன்னியாகுமரி.: [345, 333, 614, 362]
entry-label: அமைப்பாளர் :: [345, 1649, 457, 1662]
ward-heading: 9-வது வார்டு: [733, 1629, 810, 1643]
entry-label: துணை அமைப்பாளர்கள் :: [54, 1787, 198, 1800]
ward-heading: 13-வது வார்டு: [146, 1592, 229, 1607]
pagam-entry: பாகம் – 204 : ம.விஜின், முலச்சல், மேக்காமண்டபம், கன்னியாகுமரி.: [638, 407, 905, 436]
officer-entry: துணை அமைப்பாளர்கள் : (1) மீ.ரவுல்தது அன்சில், 25/147, ஆறுமுகு குமிழ்ந்து, திருவிதாங்கோடு, கன்னியாகுமரி. (2) இ.எலி, 1/196, ஆழ்வடிகுன்று குழிந்து, திருவிதாங்கோடு, கன்னியாகுமரி.: [929, 311, 1198, 373]
pagam-entry: பாகம் – 258 : அ.அஜீத், 19/32, வேவில்லாட்டம், திருவிதாங்கோடு, கன்னியாகுமரி.: [929, 1204, 1198, 1233]
entry-label: பாகம் – 252 :: [929, 985, 1001, 998]
officer-entry: அமைப்பாளர் : க.முகம்மது ஃபார்ஜான், 8, சபை தெரு, திருவிதாங்கோடு, கன்னியாகுமரி.: [638, 1516, 905, 1545]
officer-entry: அமைப்பாளர் : ரா.பிரிட்டோ, 9/103, தறைவிளை, குமாரபுரம், கன்னியாகுமரி.: [54, 940, 322, 969]
entry-label: துணை அமைப்பாளர்கள் :: [345, 910, 491, 923]
entry-label: பாகம் – 185 :: [345, 225, 459, 237]
entry-label: துணை அமைப்பாளர்கள் :: [345, 775, 493, 788]
officer-entry: அமைப்பாளர் : எ.ஆன்றணி, 10/55, மிக்கேல்நகர், குமாரபுரம், கன்னியாகுமரி.: [54, 805, 322, 834]
entry-label: பாகம் – 182 :: [345, 116, 428, 128]
officer-entry: அமைப்பாளர் : வ.விபின், 12/7–பி, பாலப்பள்ளி, மேக்கமண்டபம், கன்னியாகுமரி.: [345, 1514, 614, 1543]
officer-entry: துணை அமைப்பாளர்கள் : (1) ஜூ.ஜூண் ஜெரின்சன், 19/159–ஏ, சோலாபுரம், குமாரபுரம், கன்னியாகுமரி. (2) ரா.விஜோர், 19/67/23, கொற்றிகோடு, குமாரபுரம், கன்னியாகுமரி.: [54, 1518, 322, 1579]
entry-label: பாகம் – 180 :: [54, 2237, 148, 2250]
ward-heading: 14-வது வார்டு: [730, 2184, 813, 2199]
entry-label: அமைப்பாளர் :: [54, 148, 161, 160]
entry-label: அமைப்பாளர் :: [345, 1261, 437, 1273]
entry-label: துணை அமைப்பாளர்கள் :: [929, 176, 1110, 189]
entry-label: பாகம் – 256 :: [929, 1131, 1033, 1144]
entry-label: அமைப்பாளர் :: [638, 1516, 717, 1528]
entry-label: துணை அமைப்பாளர்கள் :: [345, 1822, 524, 1835]
entry-label: துணை அமைப்பாளர்கள் :: [54, 1922, 203, 1935]
officer-entry: துணை அமைப்பாளர்கள் : (1) அ.பயஸ், 1/722, இழுப்பவிளை, திருவிதாங்கோடு, கன்னியாகுமரி. (2) எ.ஆறுமுகம், 25/11, கல்குளம் காம்பவுண்டு, பஙரகோடு, கன்னியாகுமரி.: [638, 880, 905, 941]
officer-entry: துணை அமைப்பாளர்கள் : (1) மு.முகுழு அம்புஜின், 2/82, புதுத்தெரு, திருவிதாங்கோடு, கன்னியாகுமரி. (2) அ.அனிஷ், 2/185, இழுப்பவிளை, திருவிதாங்கோடு, கன்னியாகுமரி.: [638, 1149, 905, 1211]
entry-label: துணை அமைப்பாளர்கள் :: [54, 1113, 199, 1126]
officer-entry: துணை அமைப்பாளர்கள் : (1) செ.ஆன்ரோ பேஸில், 11/14–எ 1, மேக்காமண்டபம், கன்னியாகுமரி. (2) க.ஜிஜின் மகேஷ், 11/127/1, முலச்சல், மேக்காமண்டபம், கன்னியாகுமரி.: [345, 1299, 614, 1360]
officer-entry: துணை அமைப்பாளர்கள் : (1) லா.அனிஷ், 10/22–எ2, பாலப்பள்ளி, மேக்காமண்டபம், கன்னியாகுமரி. (2) செ.விகேஷ், 10/73–டி, பாலப்பள்ளி, கன்னியாகுமரி.: [345, 1434, 614, 1479]
pagam-entry: பாகம் – 198 : ஜெ.ஜெரின், 19/15, மேல காட்டுவிளை, தக்கலை, கன்னியாகுமரி.: [638, 189, 905, 217]
officer-entry: அமைப்பாளர் : மோ.பிளாய சிங், 13/124, மருதங்கலை, முராகுமுடு, கன்னியாகுமரி.: [345, 1649, 614, 1678]
entry-label: அமைப்பாளர் :: [638, 977, 744, 989]
officer-entry: துணை அமைப்பாளர்கள் : (1) இ.மனிஸ்கண்டன், 25/39, சேசாலை, குசக்கல், கன்னியாகுமரி. (2) அ.ஏழுமலை அந்தர், 1/31, பச் தெரு, கன்னியாகுமரி.: [638, 1824, 905, 1869]
officer-entry: அமைப்பாளர் : சி.அஜின், 3/25, ஆர்.சி.தெரு, மணலிக்கரை, கன்னியாகுமரி.: [54, 283, 322, 311]
entry-label: அமைப்பாளர் :: [345, 333, 434, 346]
ward-heading: 17-வது வார்டு: [1022, 386, 1105, 400]
entry-label: அமைப்பாளர் :: [638, 2207, 719, 2220]
pagam-entry: பாகம் – 259 : அ.அஜித், 19/32, வேவில்விளை, திருவிதாங்கோடு, கன்னியாகுமரி.: [929, 1240, 1198, 1269]
entry-label: அமைப்பாளர் :: [345, 1919, 425, 1932]
entry-label: துணை அமைப்பாளர்கள் :: [638, 1419, 776, 1431]
entry-label: துணை அமைப்பாளர்கள் :: [54, 439, 207, 451]
